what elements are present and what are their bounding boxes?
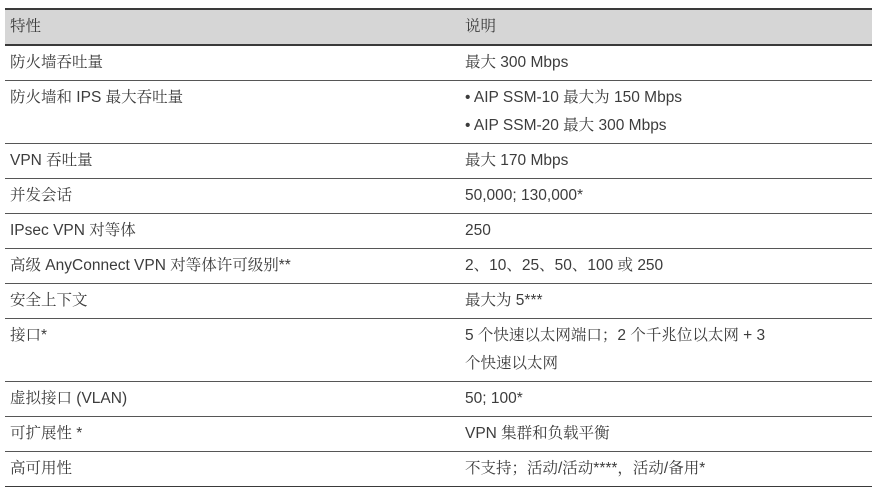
description-line: • AIP SSM-20 最大 300 Mbps: [465, 117, 667, 134]
feature-cell: 安全上下文: [5, 284, 460, 319]
feature-cell: 防火墙和 IPS 最大吞吐量: [5, 81, 460, 144]
table-row: [5, 214, 872, 249]
table-header-row: [5, 9, 872, 45]
table-row: [5, 81, 872, 144]
feature-cell: VPN 吞吐量: [5, 144, 460, 179]
description-line: VPN 集群和负载平衡: [465, 425, 610, 442]
description-line: 不支持；活动/活动****，活动/备用*: [465, 460, 706, 477]
table-row: [5, 382, 872, 417]
description-cell: [460, 214, 872, 249]
description-cell: [460, 179, 872, 214]
description-line: 最大 300 Mbps: [465, 54, 569, 71]
description-cell: [460, 45, 872, 81]
description-line: • AIP SSM-10 最大为 150 Mbps: [465, 89, 683, 106]
description-line: 5 个快速以太网端口；2 个千兆位以太网 + 3: [465, 327, 766, 344]
feature-cell: IPsec VPN 对等体: [5, 214, 460, 249]
table-row: [5, 284, 872, 319]
feature-cell: 高级 AnyConnect VPN 对等体许可级别**: [5, 249, 460, 284]
description-cell: [460, 284, 872, 319]
description-cell: [460, 382, 872, 417]
column-header-feature: 特性: [5, 9, 460, 45]
feature-cell: 并发会话: [5, 179, 460, 214]
description-line: 最大 170 Mbps: [465, 152, 569, 169]
description-cell: [460, 144, 872, 179]
table-row: [5, 319, 872, 382]
description-cell: [460, 417, 872, 452]
table-row: [5, 452, 872, 487]
description-line: 250: [465, 222, 491, 239]
description-line: 最大为 5***: [465, 292, 543, 309]
description-cell: [460, 319, 872, 382]
column-header-description: 说明: [460, 9, 872, 45]
description-line: 2、10、25、50、100 或 250: [465, 257, 664, 274]
description-line: 个快速以太网: [465, 355, 559, 372]
table-row: [5, 45, 872, 81]
table-row: [5, 144, 872, 179]
table-row: [5, 417, 872, 452]
description-cell: [460, 249, 872, 284]
feature-cell: 可扩展性 *: [5, 417, 460, 452]
description-line: 50; 100*: [465, 390, 523, 407]
table-row: [5, 249, 872, 284]
spec-table: [5, 8, 872, 487]
description-cell: [460, 452, 872, 487]
description-line: 50,000; 130,000*: [465, 187, 584, 204]
feature-cell: 虚拟接口 (VLAN): [5, 382, 460, 417]
table-body: [5, 45, 872, 487]
feature-cell: 高可用性: [10, 460, 73, 477]
feature-cell: 接口*: [5, 319, 460, 382]
description-cell: [460, 81, 872, 144]
feature-cell: 防火墙吞吐量: [5, 45, 460, 81]
table-row: [5, 179, 872, 214]
